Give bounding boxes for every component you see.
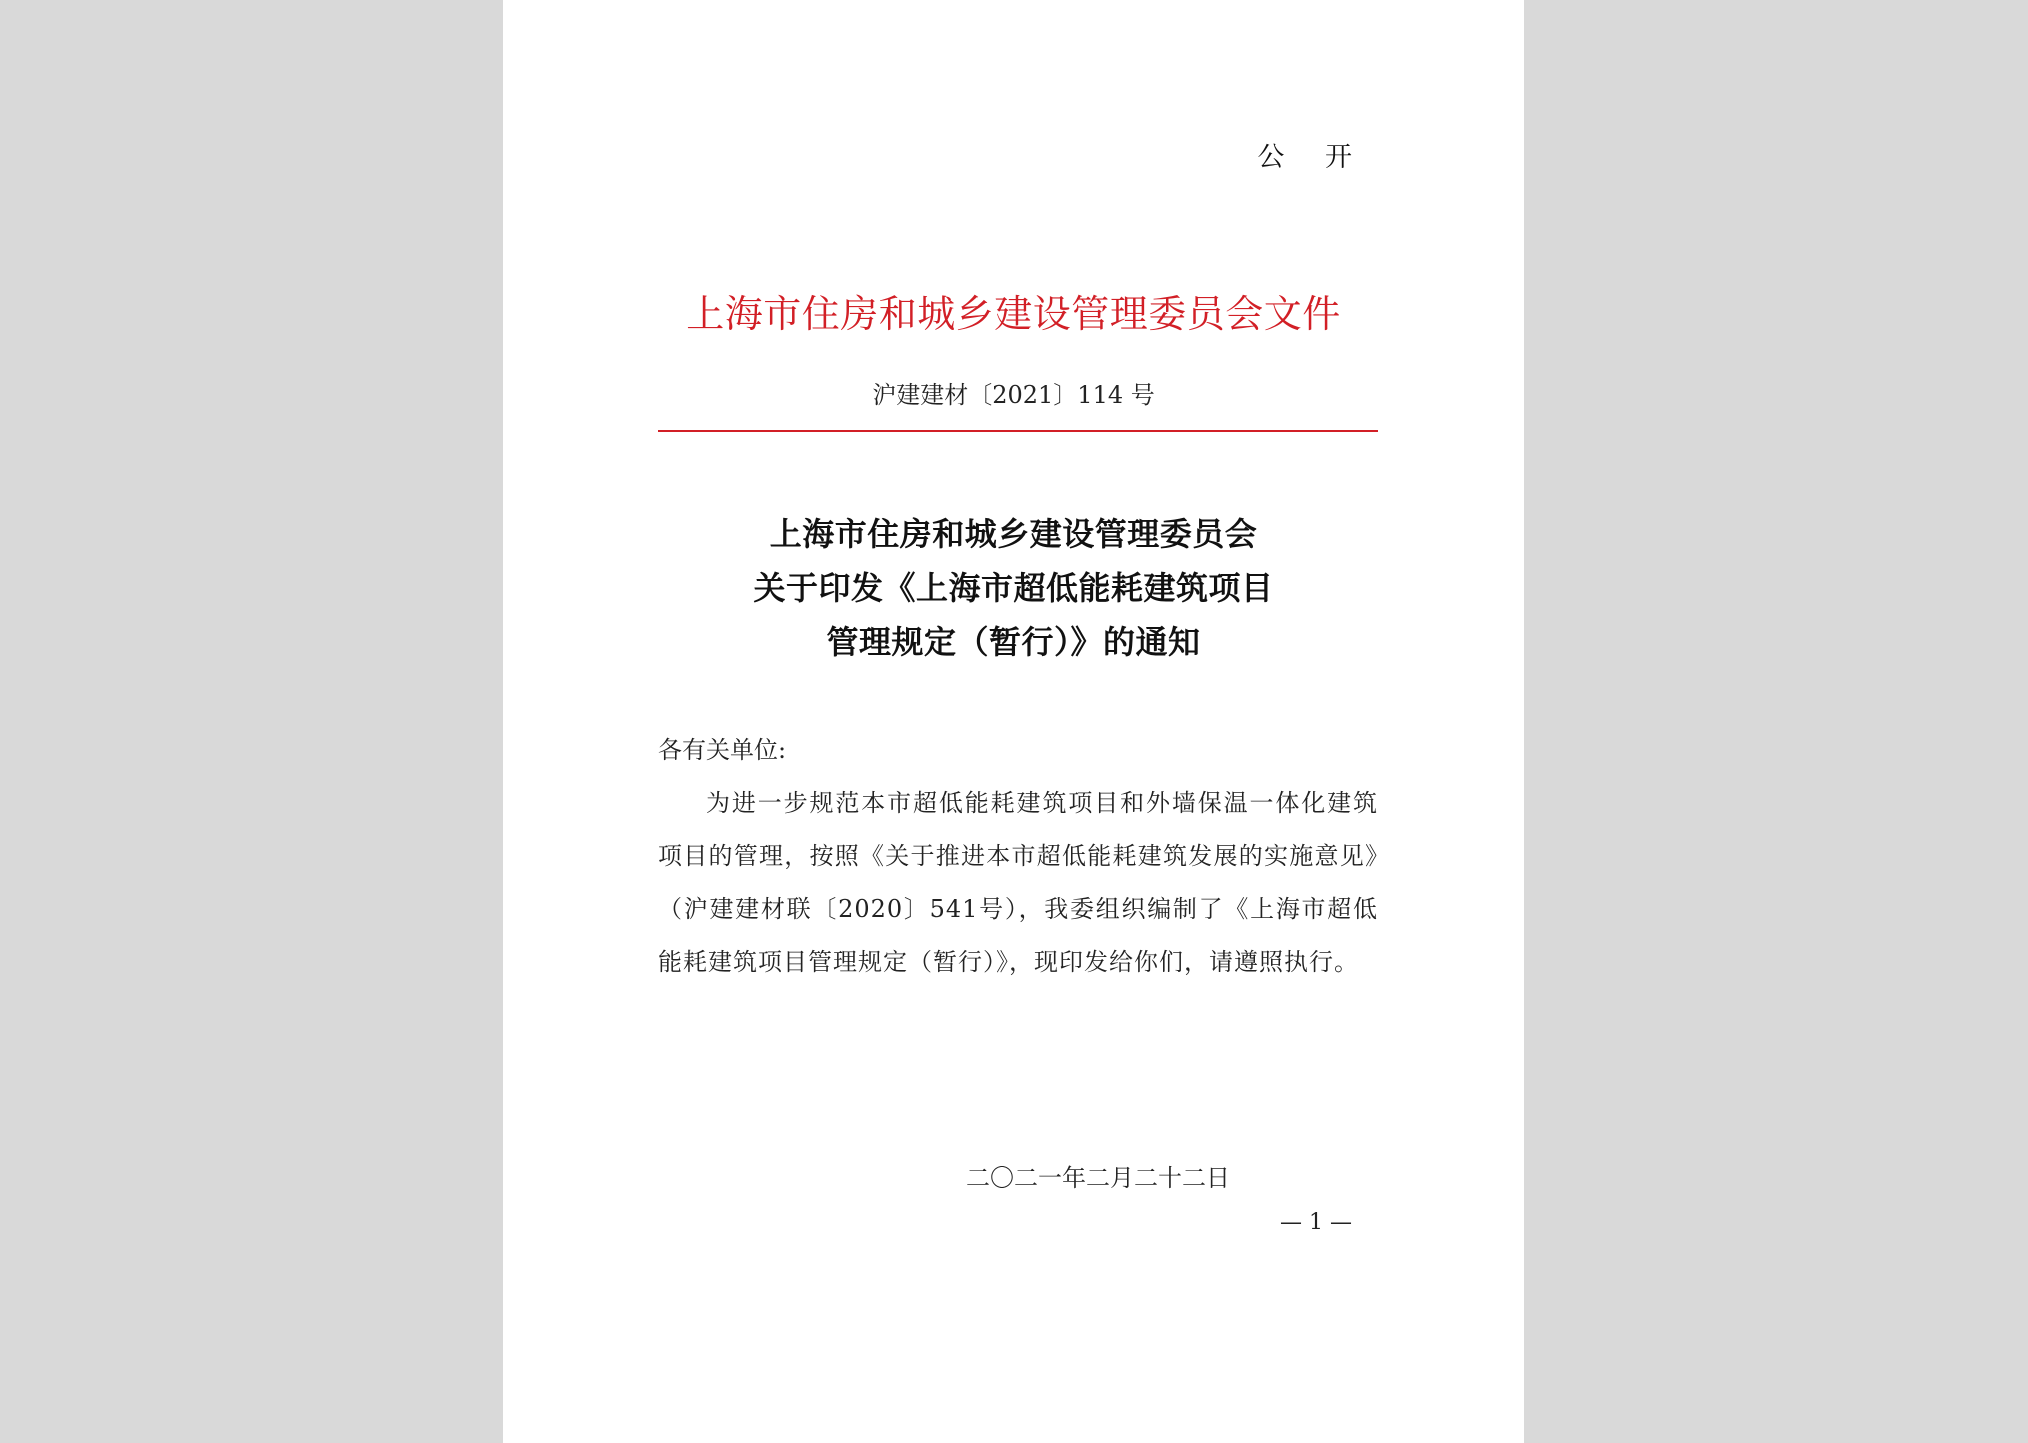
body-paragraph: 为进一步规范本市超低能耗建筑项目和外墙保温一体化建筑项目的管理，按照《关于推进本市超低能耗建筑发展的实施意见》（沪建建材联〔2020〕541号），我委组织编制了《上海市超低能耗建筑项目管理规定（暂行）》，现印发给你们，请遵照执行。 — [658, 789, 1378, 976]
salutation: 各有关单位: — [658, 736, 787, 764]
issuer-header: 上海市住房和城乡建设管理委员会文件 — [686, 292, 1341, 336]
document-page — [503, 0, 1524, 1443]
page-number: — 1 — — [1280, 1210, 1352, 1235]
classification-label: 公 开 — [1257, 142, 1368, 173]
title-line-2: 关于印发《上海市超低能耗建筑项目 — [753, 569, 1274, 607]
title-line-1: 上海市住房和城乡建设管理委员会 — [769, 515, 1258, 553]
document-number: 沪建建材〔2021〕114 号 — [872, 381, 1155, 409]
issue-date: 二〇二一年二月二十二日 — [966, 1164, 1230, 1192]
red-separator-line — [658, 430, 1378, 432]
title-line-3: 管理规定（暂行）》的通知 — [826, 623, 1201, 661]
